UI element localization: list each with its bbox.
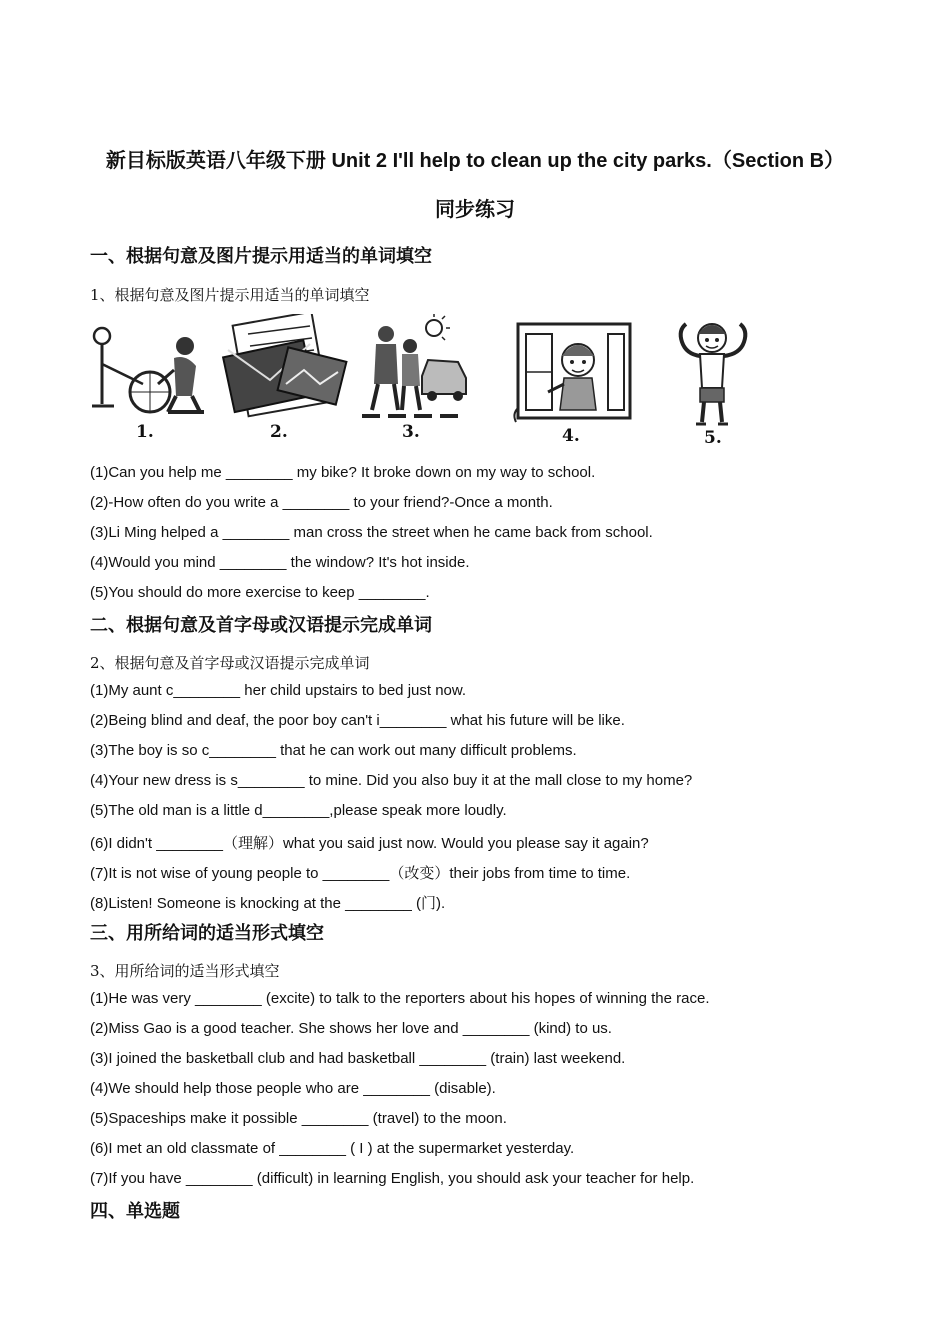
picture-3-crossing-street (358, 314, 478, 444)
question-3-5: (5)Spaceships make it possible ________ (travel) to the moon. (90, 1110, 507, 1127)
picture-label-5: 5. (704, 428, 722, 448)
question-3-2: (2)Miss Gao is a good teacher. She shows her love and ________ (kind) to us. (90, 1020, 612, 1037)
question-3-4: (4)We should help those people who are ________ (disable). (90, 1080, 496, 1097)
question-3-1: (1)He was very ________ (excite) to talk to the reporters about his hopes of winning the race. (90, 990, 710, 1007)
question-2-3: (3)The boy is so c________ that he can work out many difficult problems. (90, 742, 577, 759)
picture-label-2: 2. (270, 422, 288, 442)
document-title: 新目标版英语八年级下册 Unit 2 I'll help to clean up the city parks.（Section B） (105, 150, 845, 172)
section-subheading-1: 1、根据句意及图片提示用适当的单词填空 (90, 286, 370, 304)
question-2-1: (1)My aunt c________ her child upstairs to bed just now. (90, 682, 467, 699)
question-2-2: (2)Being blind and deaf, the poor boy can't i________ what his future will be like. (90, 712, 625, 729)
question-2-8: (8)Listen! Someone is knocking at the ________ (门). (90, 895, 446, 912)
picture-label-3: 3. (402, 422, 420, 442)
document-subtitle: 同步练习 (435, 199, 515, 221)
question-1-1: (1)Can you help me ________ my bike? It broke down on my way to school. (90, 464, 596, 481)
picture-hints (88, 314, 778, 454)
section-heading-2: 二、根据句意及首字母或汉语提示完成单词 (90, 615, 432, 635)
question-2-6: (6)I didn't ________（理解）what you said just now. Would you please say it again? (90, 835, 649, 852)
healthy-boy-illustration (666, 314, 776, 444)
section-subheading-3: 3、用所给词的适当形式填空 (90, 962, 280, 980)
picture-1-bike-repair (88, 314, 208, 444)
question-2-7: (7)It is not wise of young people to ________（改变）their jobs from time to time. (90, 865, 631, 882)
picture-label-4: 4. (562, 426, 580, 446)
picture-2-letter (220, 314, 350, 444)
question-1-3: (3)Li Ming helped a ________ man cross the street when he came back from school. (90, 524, 653, 541)
section-heading-3: 三、用所给词的适当形式填空 (90, 923, 324, 943)
question-2-5: (5)The old man is a little d________,please speak more loudly. (90, 802, 507, 819)
picture-4-opening-window (508, 314, 638, 444)
question-3-3: (3)I joined the basketball club and had basketball ________ (train) last weekend. (90, 1050, 626, 1067)
question-2-4: (4)Your new dress is s________ to mine. Did you also buy it at the mall close to my home? (90, 772, 693, 789)
question-1-5: (5)You should do more exercise to keep ________. (90, 584, 430, 601)
opening-window-illustration (508, 314, 638, 444)
question-1-2: (2)-How often do you write a ________ to your friend?-Once a month. (90, 494, 553, 511)
picture-label-1: 1. (136, 422, 154, 442)
picture-5-healthy-boy (666, 314, 776, 448)
question-1-4: (4)Would you mind ________ the window? It's hot inside. (90, 554, 470, 571)
question-3-6: (6)I met an old classmate of ________ ( I ) at the supermarket yesterday. (90, 1140, 575, 1157)
section-heading-4: 四、单选题 (90, 1201, 180, 1221)
section-subheading-2: 2、根据句意及首字母或汉语提示完成单词 (90, 654, 370, 672)
question-3-7: (7)If you have ________ (difficult) in learning English, you should ask your teacher for help. (90, 1170, 695, 1187)
section-heading-1: 一、根据句意及图片提示用适当的单词填空 (90, 246, 432, 266)
